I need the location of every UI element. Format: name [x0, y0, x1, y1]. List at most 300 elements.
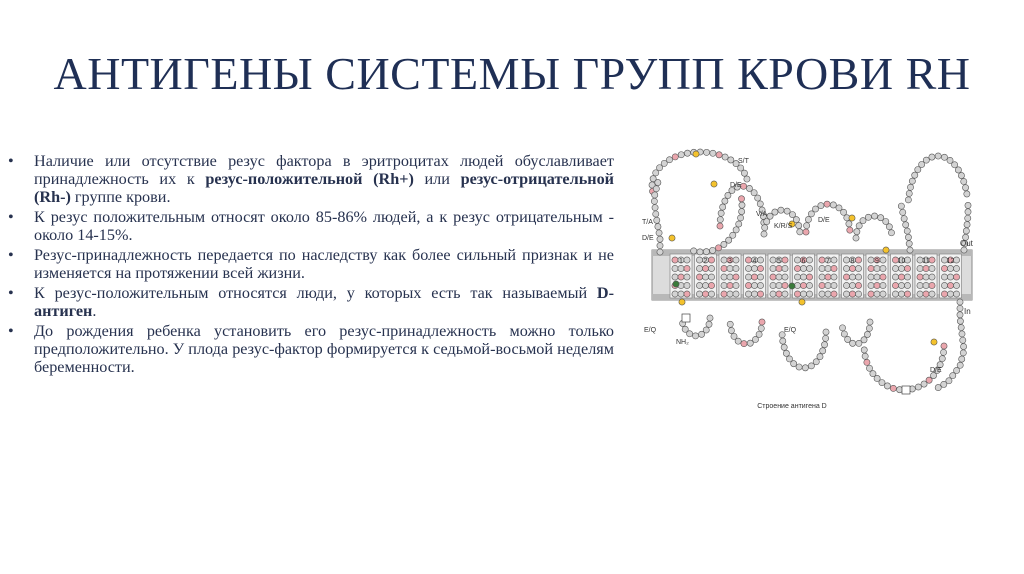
residue-bead	[806, 282, 812, 288]
residue-bead	[794, 257, 800, 263]
residue-bead	[849, 265, 855, 271]
annotation-label: T/A	[642, 219, 653, 226]
residue-bead	[652, 205, 658, 211]
residue-bead	[741, 170, 747, 176]
residue-bead	[770, 274, 776, 280]
residue-bead	[755, 195, 761, 201]
segment-number-label: 6	[801, 258, 806, 265]
highlighted-residue	[669, 235, 675, 241]
residue-bead	[728, 157, 734, 163]
residue-bead	[684, 257, 690, 263]
annotation-label: E/Q	[644, 327, 657, 334]
residue-bead	[728, 327, 734, 333]
antigen-d-structure-figure	[642, 146, 984, 418]
residue-bead	[941, 343, 947, 349]
residue-bead	[901, 215, 907, 221]
residue-bead	[917, 265, 923, 271]
residue-bead	[886, 224, 892, 230]
residue-bead	[745, 282, 751, 288]
residue-bead	[820, 348, 826, 354]
residue-bead	[758, 325, 764, 331]
residue-bead	[702, 282, 708, 288]
residue-bead	[839, 325, 845, 331]
segment-number-label: 12	[946, 258, 955, 265]
residue-bead	[718, 210, 724, 216]
residue-bead	[797, 229, 803, 235]
residue-bead	[759, 319, 765, 325]
bullet-bold-text: резус-положительной (Rh+)	[205, 170, 414, 188]
residue-bead	[708, 265, 714, 271]
residue-bead	[727, 321, 733, 327]
residue-bead	[741, 341, 747, 347]
residue-bead	[770, 265, 776, 271]
residue-bead	[776, 282, 782, 288]
residue-bead	[861, 347, 867, 353]
residue-bead	[855, 291, 861, 297]
residue-bead	[947, 274, 953, 280]
residue-bead	[733, 291, 739, 297]
residue-bead	[733, 274, 739, 280]
residue-bead	[776, 291, 782, 297]
highlighted-residue	[679, 299, 685, 305]
residue-bead	[907, 247, 913, 253]
residue-bead	[786, 356, 792, 362]
residue-bead	[751, 265, 757, 271]
bullet-bold-text: резус-отрицательной (Rh-)	[34, 170, 615, 206]
residue-bead	[856, 340, 862, 346]
residue-bead	[806, 274, 812, 280]
residue-bead	[739, 202, 745, 208]
annotation-label: D/E	[818, 217, 830, 224]
residue-bead	[656, 230, 662, 236]
residue-bead	[823, 329, 829, 335]
residue-bead	[939, 356, 945, 362]
highlighted-residue	[711, 181, 717, 187]
residue-bead	[960, 337, 966, 343]
residue-bead	[751, 190, 757, 196]
annotation-label: V/A	[756, 211, 768, 218]
residue-bead	[651, 198, 657, 204]
residue-bead	[806, 257, 812, 263]
residue-bead	[812, 206, 818, 212]
residue-bead	[947, 282, 953, 288]
residue-bead	[904, 282, 910, 288]
residue-bead	[923, 282, 929, 288]
residue-bead	[866, 325, 872, 331]
terminus-marker	[682, 314, 690, 322]
residue-bead	[800, 274, 806, 280]
residue-bead	[953, 282, 959, 288]
residue-bead	[892, 274, 898, 280]
residue-bead	[843, 257, 849, 263]
residue-bead	[800, 282, 806, 288]
residue-bead	[898, 282, 904, 288]
residue-bead	[716, 152, 722, 158]
residue-bead	[707, 315, 713, 321]
residue-bead	[825, 274, 831, 280]
bullet-text: До рождения ребенка установить его резус-принадлежность можно только предположительно. У плода резус-фактор формируется к седьмой-восьмой неделям беременности.	[34, 322, 614, 376]
residue-bead	[867, 319, 873, 325]
bullet-text: К резус положительным относят около 85-86% людей, а к резус отрицательным - около 14-15%.	[34, 208, 614, 244]
residue-bead	[678, 291, 684, 297]
segment-number-label: 9	[875, 258, 879, 265]
residue-bead	[721, 265, 727, 271]
segment-number-label: 5	[777, 258, 781, 265]
residue-bead	[794, 265, 800, 271]
residue-bead	[757, 265, 763, 271]
bullet-list	[8, 152, 614, 378]
residue-bead	[781, 344, 787, 350]
residue-bead	[929, 154, 935, 160]
residue-bead	[957, 318, 963, 324]
residue-bead	[727, 291, 733, 297]
segment-number-label: 11	[922, 258, 930, 265]
residue-bead	[935, 153, 941, 159]
residue-bead	[825, 291, 831, 297]
residue-bead	[909, 178, 915, 184]
residue-bead	[653, 211, 659, 217]
residue-bead	[745, 274, 751, 280]
residue-bead	[831, 282, 837, 288]
residue-bead	[721, 282, 727, 288]
residue-bead	[772, 209, 778, 215]
bullet-text: К резус-положительным относятся люди, у которых есть так называемый	[34, 284, 597, 302]
antigen-d-diagram	[642, 146, 984, 418]
bullet-text: Наличие или отсутствие резус фактора в эритроцитах людей обуславливает принадлежность их к	[34, 152, 614, 188]
residue-bead	[770, 291, 776, 297]
residue-bead	[912, 172, 918, 178]
residue-bead	[964, 221, 970, 227]
residue-bead	[929, 291, 935, 297]
residue-bead	[751, 274, 757, 280]
residue-bead	[778, 207, 784, 213]
residue-bead	[961, 178, 967, 184]
bullet-text: .	[92, 302, 97, 320]
residue-bead	[653, 186, 659, 192]
residue-bead	[684, 291, 690, 297]
residue-bead	[868, 265, 874, 271]
annotation-label: S/T	[738, 158, 749, 165]
residue-bead	[941, 381, 947, 387]
residue-bead	[898, 274, 904, 280]
residue-bead	[825, 265, 831, 271]
residue-bead	[865, 214, 871, 220]
residue-bead	[880, 265, 886, 271]
residue-bead	[738, 196, 744, 202]
residue-bead	[880, 291, 886, 297]
segment-number-label: 4	[752, 258, 757, 265]
residue-bead	[654, 217, 660, 223]
figure-caption: Строение антигена D	[757, 403, 827, 410]
residue-bead	[808, 363, 814, 369]
residue-bead	[941, 274, 947, 280]
residue-bead	[831, 291, 837, 297]
residue-bead	[843, 274, 849, 280]
residue-bead	[706, 321, 712, 327]
residue-bead	[703, 249, 709, 255]
residue-bead	[864, 331, 870, 337]
residue-bead	[947, 265, 953, 271]
residue-bead	[657, 236, 663, 242]
inside-label: In	[964, 307, 971, 316]
residue-bead	[782, 257, 788, 263]
residue-bead	[672, 274, 678, 280]
residue-bead	[794, 291, 800, 297]
residue-bead	[964, 191, 970, 197]
residue-bead	[830, 202, 836, 208]
residue-bead	[862, 353, 868, 359]
residue-bead	[819, 291, 825, 297]
residue-bead	[708, 291, 714, 297]
residue-bead	[800, 291, 806, 297]
residue-bead	[940, 349, 946, 355]
segment-number-label: 7	[826, 258, 830, 265]
residue-bead	[958, 324, 964, 330]
residue-bead	[929, 265, 935, 271]
bullet-bold-text: D-антиген	[34, 284, 614, 320]
residue-bead	[818, 203, 824, 209]
residue-bead	[751, 282, 757, 288]
residue-bead	[923, 265, 929, 271]
highlighted-residue	[693, 151, 699, 157]
residue-bead	[721, 274, 727, 280]
residue-bead	[782, 282, 788, 288]
residue-bead	[904, 274, 910, 280]
segment-number-label: 10	[897, 258, 906, 265]
bullet-item	[8, 208, 614, 244]
residue-bead	[736, 221, 742, 227]
residue-bead	[733, 282, 739, 288]
residue-bead	[806, 291, 812, 297]
residue-bead	[965, 202, 971, 208]
residue-bead	[906, 241, 912, 247]
residue-bead	[874, 265, 880, 271]
residue-bead	[697, 249, 703, 255]
residue-bead	[963, 228, 969, 234]
residue-bead	[804, 223, 810, 229]
residue-bead	[733, 227, 739, 233]
residue-bead	[762, 225, 768, 231]
residue-bead	[710, 247, 716, 253]
residue-bead	[698, 331, 704, 337]
residue-bead	[702, 274, 708, 280]
bullet-marker: •	[8, 152, 14, 170]
residue-bead	[782, 274, 788, 280]
residue-bead	[898, 265, 904, 271]
residue-bead	[941, 265, 947, 271]
bullet-marker: •	[8, 246, 14, 264]
residue-bead	[953, 265, 959, 271]
highlighted-residue	[799, 299, 805, 305]
residue-bead	[737, 215, 743, 221]
residue-bead	[905, 234, 911, 240]
residue-bead	[727, 282, 733, 288]
residue-bead	[880, 257, 886, 263]
residue-bead	[957, 305, 963, 311]
residue-bead	[657, 249, 663, 255]
residue-bead	[929, 257, 935, 263]
residue-bead	[923, 274, 929, 280]
residue-bead	[898, 291, 904, 297]
residue-bead	[803, 229, 809, 235]
residue-bead	[691, 248, 697, 254]
residue-bead	[745, 291, 751, 297]
residue-bead	[819, 265, 825, 271]
residue-bead	[890, 385, 896, 391]
residue-bead	[965, 209, 971, 215]
residue-bead	[868, 291, 874, 297]
residue-bead	[855, 282, 861, 288]
residue-bead	[921, 381, 927, 387]
residue-bead	[696, 291, 702, 297]
residue-bead	[883, 218, 889, 224]
residue-bead	[904, 291, 910, 297]
residue-bead	[831, 257, 837, 263]
residue-bead	[821, 342, 827, 348]
residue-bead	[880, 282, 886, 288]
residue-bead	[957, 312, 963, 318]
residue-bead	[696, 257, 702, 263]
bullet-marker: •	[8, 322, 14, 340]
residue-bead	[959, 356, 965, 362]
residue-bead	[923, 291, 929, 297]
residue-bead	[731, 333, 737, 339]
bullet-item	[8, 246, 614, 282]
residue-bead	[960, 343, 966, 349]
bullet-marker: •	[8, 284, 14, 302]
residue-bead	[962, 185, 968, 191]
residue-bead	[782, 291, 788, 297]
residue-bead	[845, 336, 851, 342]
residue-bead	[917, 282, 923, 288]
bullet-item	[8, 322, 614, 376]
residue-bead	[761, 231, 767, 237]
residue-bead	[849, 291, 855, 297]
residue-bead	[721, 257, 727, 263]
residue-bead	[841, 331, 847, 337]
residue-bead	[684, 150, 690, 156]
annotation-label: K/R/S	[774, 223, 793, 230]
residue-bead	[672, 265, 678, 271]
residue-bead	[727, 265, 733, 271]
residue-bead	[959, 331, 965, 337]
residue-bead	[780, 338, 786, 344]
residue-bead	[935, 384, 941, 390]
residue-bead	[915, 384, 921, 390]
residue-bead	[904, 228, 910, 234]
highlighted-residue	[883, 247, 889, 253]
residue-bead	[782, 265, 788, 271]
residue-bead	[907, 184, 913, 190]
bullet-marker: •	[8, 208, 14, 226]
residue-bead	[796, 222, 802, 228]
residue-bead	[929, 274, 935, 280]
residue-bead	[744, 176, 750, 182]
residue-bead	[819, 282, 825, 288]
residue-bead	[947, 291, 953, 297]
residue-bead	[965, 215, 971, 221]
residue-bead	[892, 291, 898, 297]
residue-bead	[721, 241, 727, 247]
residue-bead	[841, 209, 847, 215]
bullet-text: Резус-принадлежность передается по наследству как более сильный признак и не изменяется на протяжении всей жизни.	[34, 246, 614, 282]
residue-bead	[957, 299, 963, 305]
residue-bead	[739, 208, 745, 214]
residue-bead	[702, 291, 708, 297]
modified-residue	[673, 281, 679, 287]
residue-bead	[757, 291, 763, 297]
residue-bead	[678, 274, 684, 280]
bullet-text: группе крови.	[70, 188, 171, 206]
residue-bead	[825, 282, 831, 288]
residue-bead	[866, 365, 872, 371]
residue-bead	[874, 291, 880, 297]
residue-bead	[823, 335, 829, 341]
residue-bead	[678, 265, 684, 271]
residue-bead	[708, 274, 714, 280]
residue-bead	[824, 201, 830, 207]
residue-bead	[849, 282, 855, 288]
residue-bead	[661, 160, 667, 166]
residue-bead	[855, 257, 861, 263]
residue-bead	[853, 235, 859, 241]
residue-bead	[941, 291, 947, 297]
residue-bead	[941, 154, 947, 160]
segment-number-label: 1	[679, 258, 683, 265]
annotation-label: D/E	[930, 367, 942, 374]
residue-bead	[703, 149, 709, 155]
residue-bead	[708, 257, 714, 263]
residue-bead	[757, 201, 763, 207]
residue-bead	[843, 265, 849, 271]
residue-bead	[745, 265, 751, 271]
residue-bead	[905, 197, 911, 203]
residue-bead	[880, 274, 886, 280]
residue-bead	[652, 192, 658, 198]
residue-bead	[696, 282, 702, 288]
residue-bead	[874, 282, 880, 288]
residue-bead	[800, 265, 806, 271]
residue-bead	[884, 383, 890, 389]
residue-bead	[906, 190, 912, 196]
residue-bead	[802, 365, 808, 371]
residue-bead	[720, 204, 726, 210]
residue-bead	[955, 167, 961, 173]
residue-bead	[868, 282, 874, 288]
residue-bead	[794, 274, 800, 280]
residue-bead	[776, 274, 782, 280]
residue-bead	[892, 265, 898, 271]
residue-bead	[806, 265, 812, 271]
residue-bead	[900, 209, 906, 215]
segment-number-label: 2	[703, 258, 708, 265]
residue-bead	[819, 257, 825, 263]
residue-bead	[682, 326, 688, 332]
residue-bead	[710, 150, 716, 156]
residue-bead	[874, 274, 880, 280]
residue-bead	[784, 208, 790, 214]
residue-bead	[672, 154, 678, 160]
residue-bead	[864, 359, 870, 365]
annotation-label: D/E	[730, 182, 742, 189]
n-terminus-label: NH₂	[676, 339, 689, 346]
residue-bead	[960, 350, 966, 356]
highlighted-residue	[931, 339, 937, 345]
bullet-text: или	[413, 170, 461, 188]
residue-bead	[843, 282, 849, 288]
residue-bead	[770, 282, 776, 288]
residue-bead	[696, 265, 702, 271]
